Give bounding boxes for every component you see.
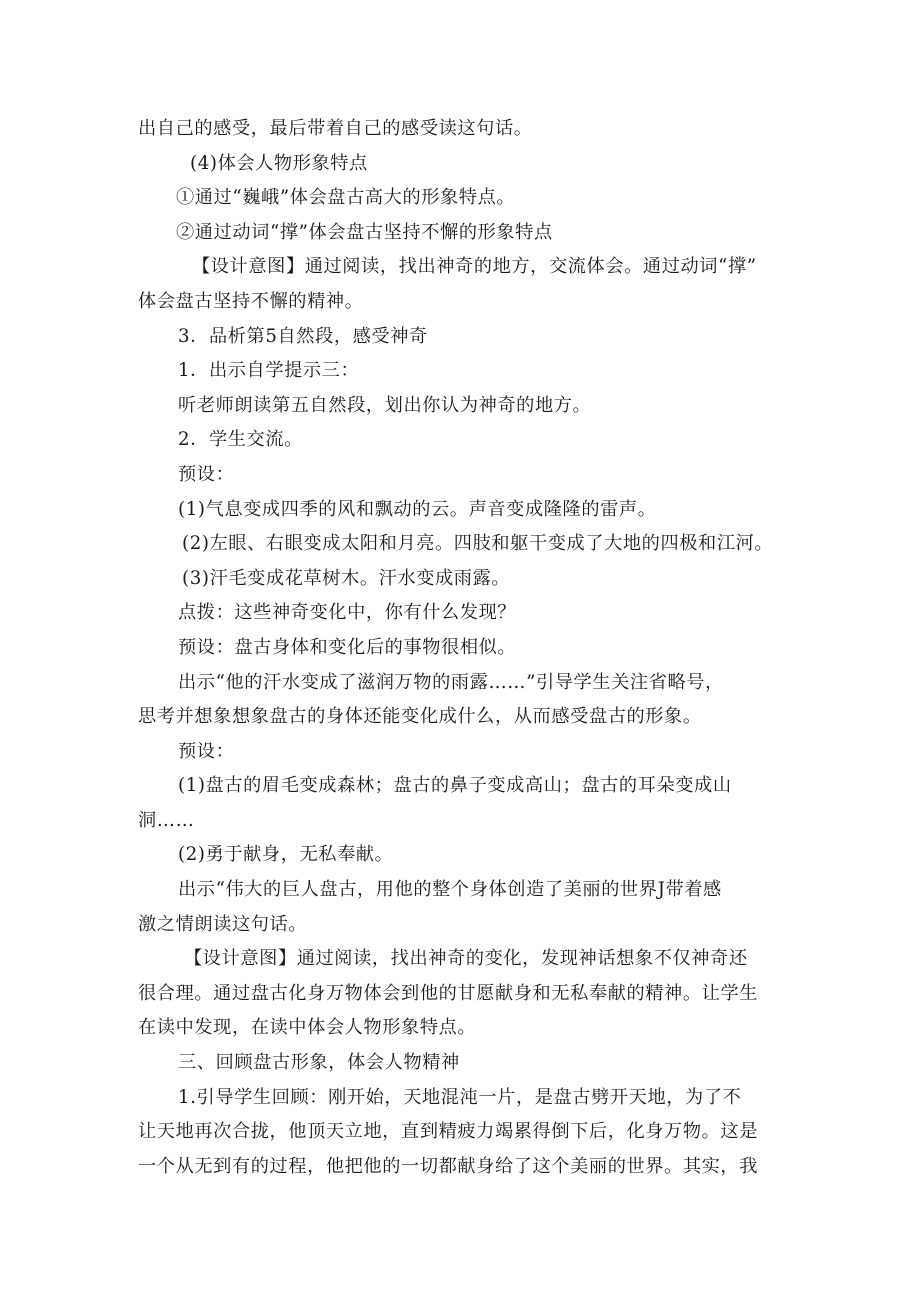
text-line: 出示“伟大的巨人盘古，用他的整个身体创造了美丽的世界J带着感 [178,879,722,901]
preset-label: 预设： [178,740,235,762]
text-line: 洞…… [138,809,195,831]
list-item: (3)汗毛变成花草树木。汗水变成雨露。 [182,567,511,589]
section-heading: (4)体会人物形象特点 [190,152,368,174]
list-item: 2．学生交流。 [178,429,303,451]
text-line: 思考并想象想象盘古的身体还能变化成什么，从而感受盘古的形象。 [138,706,702,728]
list-item: ②通过动词“撑”体会盘古坚持不懈的形象特点 [176,221,553,243]
section-heading: 3．品析第5自然段，感受神奇 [178,325,428,347]
list-item: (1)气息变成四季的风和飘动的云。声音变成隆隆的雷声。 [178,498,657,520]
text-line: 很合理。通过盘古化身万物体会到他的甘愿献身和无私奉献的精神。让学生 [138,982,758,1004]
design-intent-line: 【设计意图】通过阅读，找出神奇的变化，发现神话想象不仅神奇还 [184,948,748,970]
text-line: 体会盘古坚持不懈的精神。 [138,290,364,312]
list-item: (1)盘古的眉毛变成森林；盘古的鼻子变成高山；盘古的耳朵变成山 [178,775,732,797]
text-line: 预设：盘古身体和变化后的事物很相似。 [178,636,517,658]
text-line: 让天地再次合拢，他顶天立地，直到精疲力竭累得倒下后，化身万物。这是 [138,1121,758,1143]
text-line: 激之情朗读这句话。 [138,913,308,935]
text-line: 听老师朗读第五自然段，划出你认为神奇的地方。 [178,394,592,416]
list-item: 1．出示自学提示三： [178,360,360,382]
section-heading: 三、回顾盘古形象，体会人物精神 [178,1052,460,1074]
design-intent-line: 【设计意图】通过阅读，找出神奇的地方，交流体会。通过动词“撑” [192,256,757,278]
text-line: 点拨：这些神奇变化中，你有什么发现？ [178,602,517,624]
list-item: (2)勇于献身，无私奉献。 [178,844,394,866]
preset-label: 预设： [178,463,235,485]
text-line: 一个从无到有的过程，他把他的一切都献身给了这个美丽的世界。其实，我 [138,1155,758,1177]
text-line: 出自己的感受，最后带着自己的感受读这句话。 [138,118,533,139]
text-line: 1.引导学生回顾：刚开始，天地混沌一片，是盘古劈开天地，为了不 [178,1086,742,1108]
list-item: (2)左眼、右眼变成太阳和月亮。四肢和躯干变成了大地的四极和江河。 [182,533,774,555]
text-line: 在读中发现，在读中体会人物形象特点。 [138,1017,477,1039]
document-body [138,112,788,1184]
list-item: ①通过“巍峨”体会盘古高大的形象特点。 [176,187,516,209]
text-line: 出示“他的汗水变成了滋润万物的雨露……”引导学生关注省略号， [178,671,724,693]
